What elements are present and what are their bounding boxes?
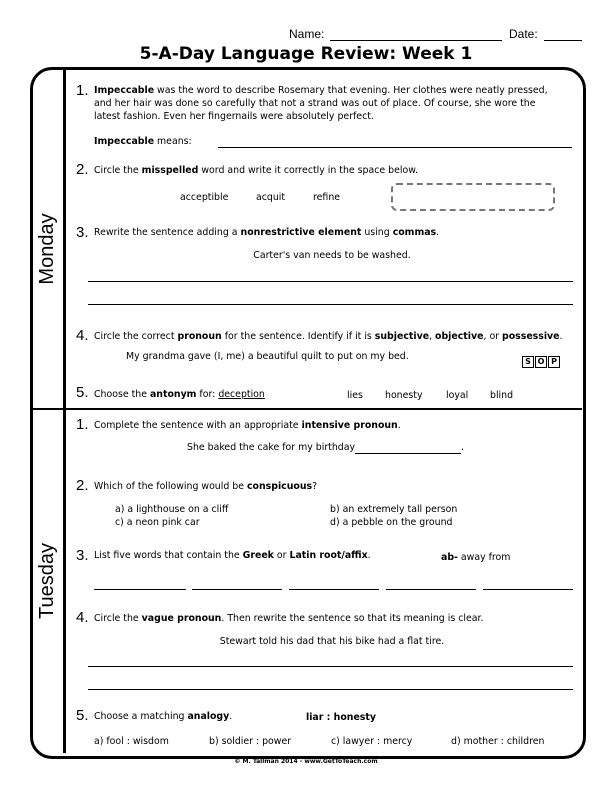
answer-option[interactable]: lies	[347, 390, 363, 401]
answer-option[interactable]: blind	[490, 390, 514, 401]
answer-line[interactable]	[88, 666, 573, 667]
spo-boxes	[521, 349, 560, 368]
question-number: 5.	[76, 384, 89, 401]
answer-option[interactable]: a) a lighthouse on a cliff	[115, 504, 229, 515]
tuesday-q2-prompt: Which of the following would be conspicuous?	[94, 481, 318, 492]
answer-option[interactable]: honesty	[385, 390, 423, 401]
tuesday-q5-prompt: Choose a matching analogy.	[94, 711, 233, 722]
copyright-footer: © M. Tallman 2014 - www.GetToTeach.com	[234, 758, 378, 765]
monday-q5-prompt: Choose the antonym for: deception	[94, 389, 271, 400]
monday-q1-means: Impeccable means:	[94, 136, 192, 147]
word-option[interactable]: acquit	[256, 192, 286, 203]
answer-line[interactable]	[289, 589, 379, 590]
answer-line[interactable]	[94, 589, 186, 590]
question-number: 1.	[76, 416, 89, 433]
monday-q1-passage: Impeccable was the word to describe Rosemary that evening. Her clothes were neatly pressed, and her hair was done so carefully that not a strand was out of place. Of course, she wore the latest fashion. Even her fingernails were absolutely perfect.	[94, 85, 548, 122]
answer-option[interactable]: c) a neon pink car	[115, 517, 200, 528]
answer-line[interactable]	[386, 589, 476, 590]
monday-q3-prompt: Rewrite the sentence adding a nonrestrictive element using commas.	[94, 227, 440, 238]
monday-q2-prompt: Circle the misspelled word and write it correctly in the space below.	[94, 165, 419, 176]
answer-option[interactable]: c) lawyer : mercy	[331, 736, 413, 747]
tuesday-q4-prompt: Circle the vague pronoun. Then rewrite the sentence so that its meaning is clear.	[94, 613, 484, 624]
name-line[interactable]	[330, 40, 502, 41]
possessive-box[interactable]: P	[548, 356, 560, 368]
objective-box[interactable]: O	[535, 356, 547, 368]
monday-q4-prompt: Circle the correct pronoun for the sentence. Identify if it is subjective, objective, or possessive.	[94, 331, 563, 342]
tuesday-q4-sentence: Stewart told his dad that his bike had a flat tire.	[219, 636, 445, 647]
tuesday-q3-prompt: List five words that contain the Greek or Latin root/affix.	[94, 550, 371, 561]
answer-line[interactable]	[192, 589, 282, 590]
question-number: 4.	[76, 327, 89, 344]
date-line[interactable]	[544, 40, 582, 41]
answer-option[interactable]: a) fool : wisdom	[94, 736, 169, 747]
question-number: 3.	[76, 224, 89, 241]
vertical-divider	[63, 69, 66, 753]
answer-line[interactable]	[88, 281, 573, 282]
date-label: Date:	[509, 27, 538, 41]
day-label-tuesday: Tuesday	[36, 543, 58, 619]
question-number: 4.	[76, 609, 89, 626]
answer-line[interactable]	[218, 147, 572, 148]
monday-q3-sentence: Carter's van needs to be washed.	[253, 250, 411, 261]
day-divider	[33, 408, 582, 410]
answer-line[interactable]	[483, 589, 573, 590]
answer-option[interactable]: d) mother : children	[451, 736, 545, 747]
monday-q4-sentence: My grandma gave (I, me) a beautiful quilt to put on my bed.	[126, 351, 409, 362]
day-label-monday: Monday	[36, 213, 58, 285]
question-number: 3.	[76, 547, 89, 564]
name-label: Name:	[289, 27, 325, 41]
answer-option[interactable]: d) a pebble on the ground	[330, 517, 453, 528]
answer-option[interactable]: loyal	[446, 390, 469, 401]
root-affix: ab- away from	[441, 552, 511, 563]
tuesday-q1-sentence: She baked the cake for my birthday .	[187, 442, 465, 453]
tuesday-q1-prompt: Complete the sentence with an appropriate intensive pronoun.	[94, 420, 401, 431]
page-title: 5-A-Day Language Review: Week 1	[139, 44, 473, 64]
word-option[interactable]: acceptible	[180, 192, 229, 203]
question-number: 2.	[76, 161, 89, 178]
term: Impeccable	[94, 85, 155, 96]
answer-box[interactable]	[391, 183, 555, 211]
word-option[interactable]: refine	[313, 192, 341, 203]
analogy-prompt: liar : honesty	[306, 712, 376, 723]
question-number: 5.	[76, 707, 89, 724]
answer-blank[interactable]	[355, 442, 461, 454]
answer-option[interactable]: b) soldier : power	[209, 736, 292, 747]
answer-line[interactable]	[88, 304, 573, 305]
answer-line[interactable]	[88, 689, 573, 690]
question-number: 2.	[76, 477, 89, 494]
answer-option[interactable]: b) an extremely tall person	[330, 504, 458, 515]
question-number: 1.	[76, 82, 89, 99]
antonym-target-word: deception	[218, 389, 265, 400]
subjective-box[interactable]: S	[522, 356, 534, 368]
